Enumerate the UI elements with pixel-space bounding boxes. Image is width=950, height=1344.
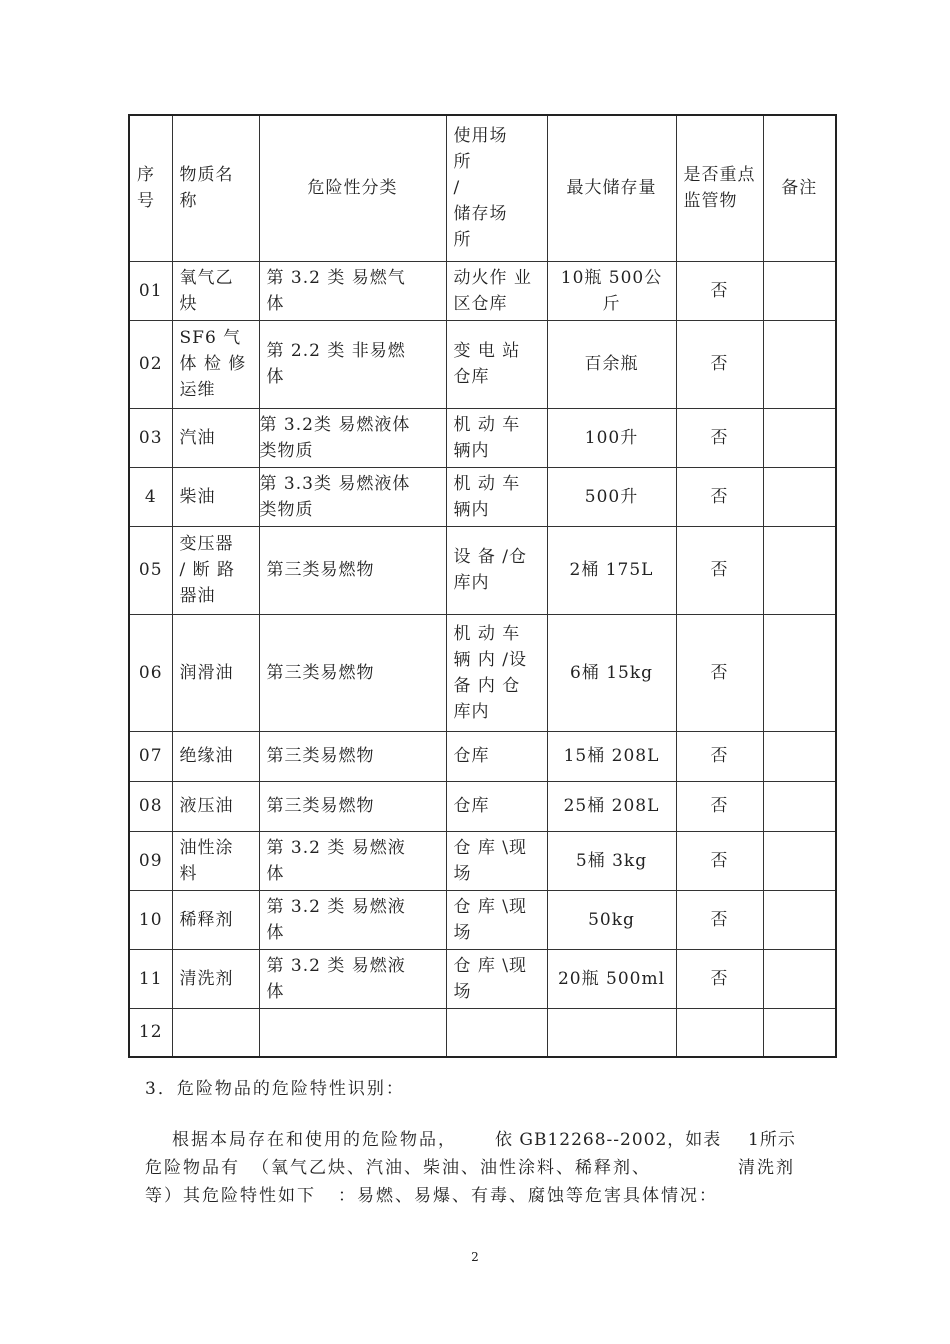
cell-location: 仓库 <box>446 781 547 831</box>
cell-key-monitoring: 否 <box>676 731 763 781</box>
hazardous-materials-table <box>128 114 837 1058</box>
cell-seq: 01 <box>129 261 172 320</box>
cell-name: 绝缘油 <box>172 731 259 781</box>
cell-name: 清洗剂 <box>172 949 259 1008</box>
header-max-storage: 最大储存量 <box>547 115 676 261</box>
cell-key-monitoring: 否 <box>676 831 763 890</box>
table-row <box>129 614 836 731</box>
cell-seq: 03 <box>129 408 172 467</box>
cell-hazard-class <box>259 1008 446 1057</box>
table-row <box>129 1008 836 1057</box>
paragraph-line-2b: （氧气乙炔、汽油、柴油、油性涂料、稀释剂、 <box>252 1158 651 1178</box>
cell-max-storage: 10瓶 500公 斤 <box>547 261 676 320</box>
cell-remarks <box>763 467 836 526</box>
header-remarks: 备注 <box>763 115 836 261</box>
cell-seq: 02 <box>129 320 172 408</box>
cell-hazard-class: 第 3.2 类 易燃液 体 <box>259 890 446 949</box>
cell-location: 仓 库 \现 场 <box>446 831 547 890</box>
paragraph-line-2a: 危险物品有 <box>145 1158 240 1178</box>
cell-remarks <box>763 949 836 1008</box>
cell-key-monitoring: 否 <box>676 526 763 614</box>
cell-key-monitoring: 否 <box>676 949 763 1008</box>
cell-seq: 11 <box>129 949 172 1008</box>
cell-max-storage <box>547 1008 676 1057</box>
table-row <box>129 890 836 949</box>
cell-hazard-class: 第三类易燃物 <box>259 781 446 831</box>
cell-location: 设 备 /仓 库内 <box>446 526 547 614</box>
cell-location: 变 电 站 仓库 <box>446 320 547 408</box>
paragraph-line-2c: 清洗剂 <box>738 1158 795 1178</box>
cell-seq: 07 <box>129 731 172 781</box>
cell-remarks <box>763 781 836 831</box>
cell-remarks <box>763 890 836 949</box>
cell-name: 柴油 <box>172 467 259 526</box>
cell-hazard-class: 第三类易燃物 <box>259 614 446 731</box>
cell-seq: 12 <box>129 1008 172 1057</box>
cell-location: 机 动 车 辆内 <box>446 467 547 526</box>
cell-remarks <box>763 261 836 320</box>
cell-remarks <box>763 614 836 731</box>
cell-hazard-class: 第三类易燃物 <box>259 526 446 614</box>
paragraph-line-1a: 根据本局存在和使用的危险物品， <box>172 1130 457 1150</box>
cell-max-storage: 25桶 208L <box>547 781 676 831</box>
cell-seq: 06 <box>129 614 172 731</box>
cell-hazard-class: 第 3.2 类 易燃液 体 <box>259 831 446 890</box>
cell-remarks <box>763 526 836 614</box>
cell-seq: 09 <box>129 831 172 890</box>
paragraph-line-1c: 1所示 <box>748 1130 796 1150</box>
cell-key-monitoring: 否 <box>676 614 763 731</box>
cell-hazard-class: 第 3.2 类 易燃气 体 <box>259 261 446 320</box>
cell-key-monitoring: 否 <box>676 467 763 526</box>
cell-max-storage: 500升 <box>547 467 676 526</box>
cell-key-monitoring: 否 <box>676 408 763 467</box>
cell-key-monitoring: 否 <box>676 890 763 949</box>
table-row <box>129 320 836 408</box>
cell-hazard-class: 第 3.2类 易燃液体 类物质 <box>259 408 446 467</box>
cell-seq: 10 <box>129 890 172 949</box>
cell-name: 液压油 <box>172 781 259 831</box>
cell-max-storage: 5桶 3kg <box>547 831 676 890</box>
header-key-monitoring: 是否重点 监管物 <box>676 115 763 261</box>
cell-hazard-class: 第 2.2 类 非易燃 体 <box>259 320 446 408</box>
page-number: 2 <box>471 1250 479 1264</box>
paragraph-line-3a: 等）其危险特性如下 <box>145 1186 316 1206</box>
cell-location: 仓库 <box>446 731 547 781</box>
table-header-row <box>129 115 836 261</box>
table-row <box>129 526 836 614</box>
table-row <box>129 731 836 781</box>
cell-name: SF6 气 体 检 修 运维 <box>172 320 259 408</box>
cell-location <box>446 1008 547 1057</box>
table-row <box>129 831 836 890</box>
cell-location: 仓 库 \现 场 <box>446 890 547 949</box>
paragraph-line-1b: 依 GB12268--2002，如表 <box>495 1130 722 1150</box>
header-hazard-class: 危险性分类 <box>259 115 446 261</box>
cell-max-storage: 15桶 208L <box>547 731 676 781</box>
cell-location: 机 动 车 辆 内 /设 备 内 仓 库内 <box>446 614 547 731</box>
cell-remarks <box>763 731 836 781</box>
cell-location: 动火作 业 区仓库 <box>446 261 547 320</box>
table-row <box>129 261 836 320</box>
cell-max-storage: 50kg <box>547 890 676 949</box>
cell-name: 润滑油 <box>172 614 259 731</box>
table-row <box>129 467 836 526</box>
cell-max-storage: 6桶 15kg <box>547 614 676 731</box>
cell-key-monitoring: 否 <box>676 320 763 408</box>
cell-remarks <box>763 1008 836 1057</box>
table-row <box>129 949 836 1008</box>
header-seq: 序 号 <box>129 115 172 261</box>
cell-key-monitoring <box>676 1008 763 1057</box>
header-location: 使用场 所 / 储存场 所 <box>446 115 547 261</box>
cell-max-storage: 20瓶 500ml <box>547 949 676 1008</box>
table-row <box>129 408 836 467</box>
cell-name: 稀释剂 <box>172 890 259 949</box>
cell-name: 油性涂 料 <box>172 831 259 890</box>
cell-max-storage: 2桶 175L <box>547 526 676 614</box>
cell-seq: 4 <box>129 467 172 526</box>
cell-name: 氧气乙 炔 <box>172 261 259 320</box>
cell-name <box>172 1008 259 1057</box>
section-title: 3．危险物品的危险特性识别： <box>145 1079 405 1099</box>
cell-max-storage: 百余瓶 <box>547 320 676 408</box>
cell-hazard-class: 第 3.3类 易燃液体 类物质 <box>259 467 446 526</box>
cell-seq: 08 <box>129 781 172 831</box>
cell-name: 变压器 / 断 路 器油 <box>172 526 259 614</box>
cell-location: 机 动 车 辆内 <box>446 408 547 467</box>
cell-hazard-class: 第 3.2 类 易燃液 体 <box>259 949 446 1008</box>
table-row <box>129 781 836 831</box>
cell-seq: 05 <box>129 526 172 614</box>
cell-remarks <box>763 320 836 408</box>
cell-key-monitoring: 否 <box>676 781 763 831</box>
cell-key-monitoring: 否 <box>676 261 763 320</box>
cell-remarks <box>763 831 836 890</box>
cell-name: 汽油 <box>172 408 259 467</box>
cell-location: 仓 库 \现 场 <box>446 949 547 1008</box>
paragraph-line-3b: ：易燃、易爆、有毒、腐蚀等危害具体情况： <box>338 1186 718 1206</box>
cell-hazard-class: 第三类易燃物 <box>259 731 446 781</box>
cell-remarks <box>763 408 836 467</box>
header-name: 物质名 称 <box>172 115 259 261</box>
cell-max-storage: 100升 <box>547 408 676 467</box>
